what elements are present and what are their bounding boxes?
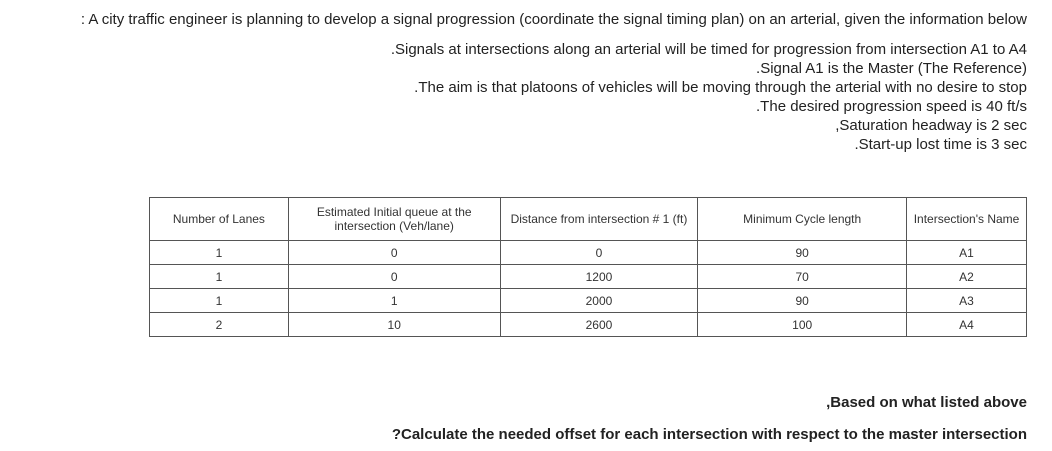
question-lead: ,Based on what listed above	[826, 394, 1027, 411]
table-row	[150, 241, 1027, 265]
table-header-row	[150, 198, 1027, 241]
cell-distance: 0	[500, 241, 698, 265]
cell-distance: 2000	[500, 289, 698, 313]
cell-name: A4	[907, 313, 1027, 337]
condition-item: .Signal A1 is the Master (The Reference)	[756, 60, 1027, 77]
problem-intro: : A city traffic engineer is planning to develop a signal progression (coordinate the signal timing plan) on an arterial, given the information below	[80, 11, 1027, 28]
question-text: ?Calculate the needed offset for each intersection with respect to the master intersection	[391, 426, 1027, 443]
header-number-of-lanes: Number of Lanes	[150, 198, 289, 241]
cell-lanes: 1	[150, 289, 289, 313]
cell-distance: 1200	[500, 265, 698, 289]
cell-cycle: 70	[698, 265, 907, 289]
header-initial-queue: Estimated Initial queue at the intersection (Veh/lane)	[288, 198, 500, 241]
header-min-cycle-length: Minimum Cycle length	[698, 198, 907, 241]
cell-lanes: 1	[150, 241, 289, 265]
condition-item: ,Saturation headway is 2 sec	[835, 117, 1027, 134]
condition-item: .The aim is that platoons of vehicles will be moving through the arterial with no desire to stop	[414, 79, 1027, 96]
cell-cycle: 100	[698, 313, 907, 337]
cell-distance: 2600	[500, 313, 698, 337]
cell-cycle: 90	[698, 289, 907, 313]
table-row	[150, 313, 1027, 337]
cell-name: A1	[907, 241, 1027, 265]
header-distance: Distance from intersection # 1 (ft)	[500, 198, 698, 241]
condition-item: .Signals at intersections along an arterial will be timed for progression from intersection A1 to A4	[390, 41, 1027, 58]
condition-item: .The desired progression speed is 40 ft/s	[756, 98, 1027, 115]
cell-name: A3	[907, 289, 1027, 313]
cell-queue: 0	[288, 241, 500, 265]
cell-queue: 0	[288, 265, 500, 289]
header-intersection-name: Intersection's Name	[907, 198, 1027, 241]
cell-queue: 1	[288, 289, 500, 313]
table-row	[150, 289, 1027, 313]
intersection-data-table	[149, 197, 1027, 337]
cell-name: A2	[907, 265, 1027, 289]
cell-cycle: 90	[698, 241, 907, 265]
condition-item: .Start-up lost time is 3 sec	[854, 136, 1027, 153]
cell-lanes: 1	[150, 265, 289, 289]
cell-queue: 10	[288, 313, 500, 337]
table-row	[150, 265, 1027, 289]
given-conditions-list	[391, 40, 1027, 154]
cell-lanes: 2	[150, 313, 289, 337]
